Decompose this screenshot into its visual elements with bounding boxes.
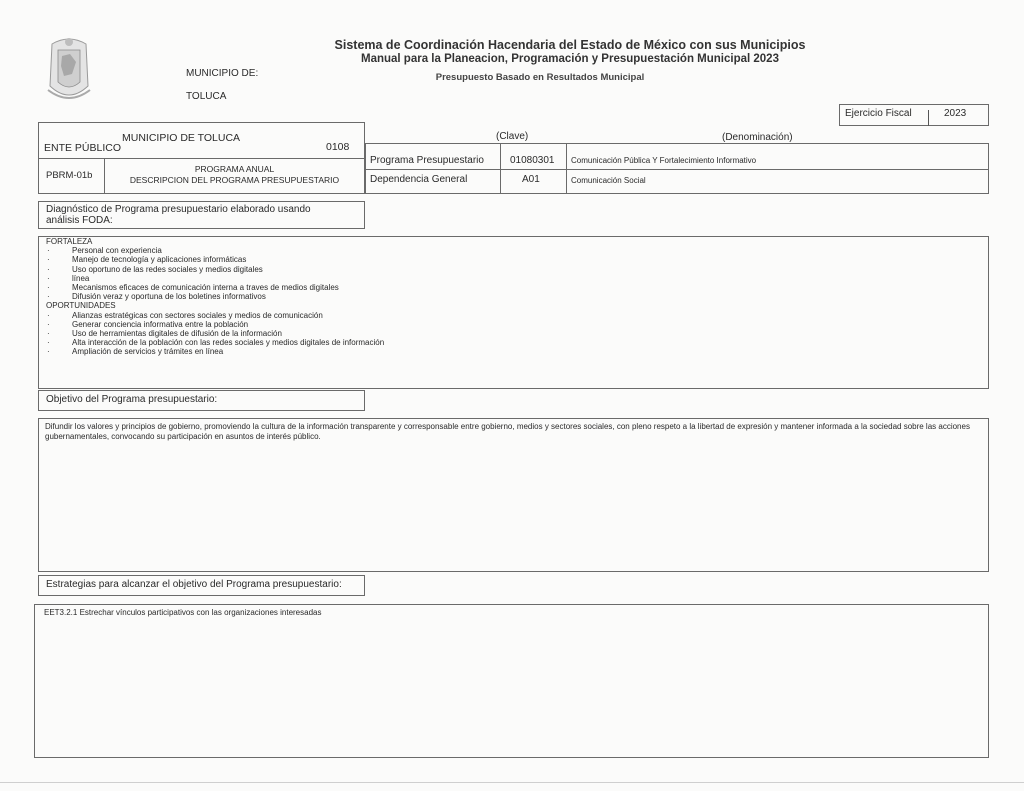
foda-list [46,237,384,357]
estrategias-text: EET3.2.1 Estrechar vínculos participativos con las organizaciones interesadas [44,608,322,617]
objetivo-title: Objetivo del Programa presupuestario: [46,394,218,405]
list-item: · Difusión veraz y oportuna de los boletines informativos [46,292,384,301]
list-item: · Manejo de tecnología y aplicaciones informáticas [46,255,384,264]
page-bottom-rule [0,782,1024,783]
objetivo-box [38,418,989,572]
list-item: · Uso de herramientas digitales de difusión de la información [46,329,384,338]
oportunidades-header: OPORTUNIDADES [46,301,116,311]
objetivo-text: Difundir los valores y principios de gobierno, promoviendo la cultura de la información transparente y corresponsable entre gobierno, medios y sectores sociales, con pleno respeto a la libertad de expresión y mantener informada a la sociedad sobre las acciones gubernamentales, convocando su participación en asuntos de interés público. [45,422,970,441]
municipio-name: MUNICIPIO DE TOLUCA [122,132,241,144]
programa-label: Programa Presupuestario [370,155,484,166]
denominacion-header: (Denominación) [722,132,793,143]
ente-publico-code: 0108 [326,141,350,153]
estrategias-box [34,604,989,758]
list-item: · Personal con experiencia [46,246,384,255]
form-title-line-1: PROGRAMA ANUAL [194,164,275,174]
municipio-value: TOLUCA [186,91,227,102]
form-title-line-2: DESCRIPCION DEL PROGRAMA PRESUPUESTARIO [129,175,340,185]
clave-header: (Clave) [496,131,529,142]
programa-clave: 01080301 [510,155,555,166]
dependencia-denominacion: Comunicación Social [571,176,646,185]
list-item: · Uso oportuno de las redes sociales y medios digitales [46,265,384,274]
dependencia-label: Dependencia General [370,174,468,185]
manual-title: Manual para la Planeacion, Programación y Presupuestación Municipal 2023 [361,53,779,65]
divider [38,158,365,159]
programa-denominacion: Comunicación Pública Y Fortalecimiento Informativo [571,156,757,165]
list-item: · Mecanismos eficaces de comunicación interna a traves de medios digitales [46,283,384,292]
fortaleza-header: FORTALEZA [46,237,93,246]
estrategias-title: Estrategias para alcanzar el objetivo del Programa presupuestario: [46,579,342,590]
diagnostico-title-cont: análisis FODA: [46,215,113,226]
divider [566,143,567,194]
divider [500,143,501,194]
fiscal-year-label: Ejercicio Fiscal [845,108,912,119]
form-code: PBRM-01b [46,170,93,181]
ente-publico-label: ENTE PÚBLICO [44,142,122,154]
divider [365,169,989,170]
list-item: · Alta interacción de la población con las redes sociales y medios digitales de información [46,338,384,347]
list-item: · Alianzas estratégicas con sectores sociales y medios de comunicación [46,311,384,320]
fiscal-separator [928,110,929,126]
list-item: · Ampliación de servicios y trámites en línea [46,347,384,356]
state-coat-of-arms-icon [44,34,94,106]
list-item: · Generar conciencia informativa entre la población [46,320,384,329]
fiscal-year-value: 2023 [944,108,967,119]
municipio-label: MUNICIPIO DE: [186,68,259,79]
dependencia-clave: A01 [522,174,540,185]
diagnostico-title: Diagnóstico de Programa presupuestario elaborado usando [46,204,311,215]
report-subtitle: Presupuesto Basado en Resultados Municipal [435,72,645,83]
system-title: Sistema de Coordinación Hacendaria del Estado de México con sus Municipios [334,38,806,52]
list-item: · línea [46,274,384,283]
